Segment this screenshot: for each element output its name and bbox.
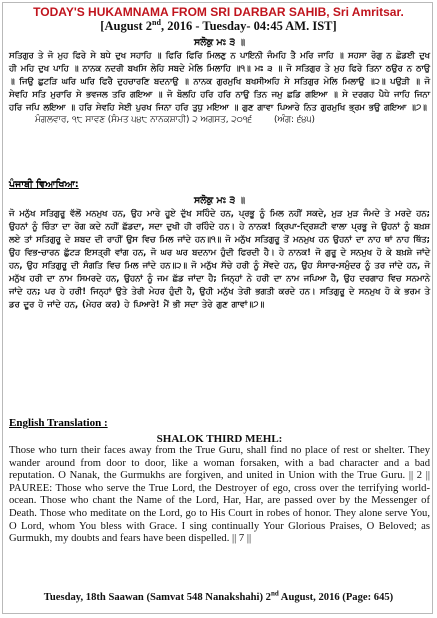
gurbani-heading: ਸਲੋਕੁ ਮਃ ੩ ॥ bbox=[193, 37, 246, 48]
english-section bbox=[9, 433, 430, 546]
punjabi-heading: ਸਲੋਕੁ ਮਃ ੩ ॥ bbox=[193, 195, 246, 206]
gurbani-section bbox=[9, 36, 430, 127]
punjabi-text: ਜੋ ਮਨੁੱਖ ਸਤਿਗੁਰੂ ਵੱਲੋਂ ਮਨਮੁਖ ਹਨ, ਉਹ ਮਾਰੇ ਹੂਏ ਦੁੱਖ ਸਹਿੰਦੇ ਹਨ, ਪ੍ਰਭੂ ਨੂੰ ਮਿਲ ਨਹੀਂ ਸਕਦੇ, ਮੁੜ ਮੁੜ ਜੰਮਦੇ ਤੇ ਮਰਦੇ ਹਨ; ਉਹਨਾਂ ਨੂੰ ਚਿੰਤਾ ਦਾ ਰੋਗ ਕਦੇ ਨਹੀਂ ਛੱਡਦਾ, ਸਦਾ ਦੁਖੀ ਹੀ ਰਹਿੰਦੇ ਹਨ। ਹੇ ਨਾਨਕ! ਕ੍ਰਿਪਾ-ਦ੍ਰਿਸ਼ਟੀ ਵਾਲਾ ਪ੍ਰਭੂ ਜੇ ਉਹਨਾਂ ਨੂੰ ਬਖ਼ਸ਼ ਲਏ ਤਾਂ ਸਤਿਗੁਰੂ ਦੇ ਸ਼ਬਦ ਦੀ ਰਾਹੀਂ ਉਸ ਵਿਚ ਮਿਲ ਜਾਂਦੇ ਹਨ॥੧॥ ਜੋ ਮਨੁੱਖ ਸਤਿਗੁਰੂ ਤੋਂ ਮਨਮੁਖ ਹਨ ਉਹਨਾਂ ਦਾ ਨਾਹ ਥਾਂ ਨਾਹ ਥਿੱਤ; ਉਹ ਵਿਭ-ਚਾਰਨ ਛੁੱਟੜ ਇਸਤ੍ਰੀ ਵਾਂਗ ਹਨ, ਜੋ ਘਰ ਘਰ ਬਦਨਾਮ ਹੁੰਦੀ ਫਿਰਦੀ ਹੈ। ਹੇ ਨਾਨਕ! ਜੋ ਗੁਰੂ ਦੇ ਸਨਮੁਖ ਹੋ ਕੇ ਬਖ਼ਸ਼ੇ ਜਾਂਦੇ ਹਨ, ਉਹ ਸਤਿਗੁਰੂ ਦੀ ਸੰਗਤਿ ਵਿਚ ਮਿਲ ਜਾਂਦੇ ਹਨ॥੨॥ ਜੋ ਮਨੁੱਖ ਸੱਚੇ ਹਰੀ ਨੂੰ ਸੇਂਵਦੇ ਹਨ, ਉਹ ਸੰਸਾਰ-ਸਮੁੰਦਰ ਨੂੰ ਤਰ ਜਾਂਦੇ ਹਨ, ਜੋ ਮਨੁੱਖ ਹਰੀ ਦਾ ਨਾਮ ਸਿਮਰਦੇ ਹਨ, ਉਹਨਾਂ ਨੂੰ ਜਮ ਛੱਡ ਜਾਂਦਾ ਹੈ; ਜਿਨ੍ਹਾਂ ਨੇ ਹਰੀ ਦਾ ਨਾਮ ਜਪਿਆ ਹੈ, ਉਹ ਦਰਗਾਹ ਵਿਚ ਸਨਮਾਨੇ ਜਾਂਦੇ ਹਨ; ਪਰ ਹੇ ਹਰੀ! ਜਿਨ੍ਹਾਂ ਉਤੇ ਤੇਰੀ ਮੇਹਰ ਹੁੰਦੀ ਹੈ, ਉਹੀ ਮਨੁੱਖ ਤੇਰੀ ਭਗਤੀ ਕਰਦੇ ਹਨ। ਸਤਿਗੁਰੂ ਦੇ ਸਨਮੁਖ ਹੋ ਕੇ ਭਰਮ ਤੇ ਡਰ ਦੂਰ ਹੋ ਜਾਂਦੇ ਹਨ, (ਮੇਹਰ ਕਰ) ਹੇ ਪਿਆਰੇ! ਮੈਂ ਭੀ ਸਦਾ ਤੇਰੇ ਗੁਣ ਗਾਵਾਂ॥੭॥ bbox=[9, 208, 430, 309]
english-date-line bbox=[3, 589, 434, 603]
english-date-sup: nd bbox=[270, 589, 279, 598]
date-line-suffix: , 2016 - Tuesday- 04:45 AM. IST] bbox=[160, 19, 337, 33]
gurbani-date: ਮੰਗਲਵਾਰ, ੧੮ ਸਾਵਣ (ਸੰਮਤ ੫੪੮ ਨਾਨਕਸ਼ਾਹੀ) ੨ ਅਗਸਤ, ੨੦੧੬ bbox=[35, 115, 252, 125]
gurbani-page-ref: (ਅੰਗ: ੬੪੫) bbox=[273, 115, 315, 125]
english-text: Those who turn their faces away from the True Guru, shall find no place of rest or shelter. They wander around from door to door, like a woman forsaken, with a bad character and a bad reputation. O Nanak, the Gurmukhs are forgiven, and united in Union with the True Guru. || 2 || PAUREE: Those who serve the True Lord, the Destroyer of ego, cross over the terrifying world-ocean. Those who chant the Name of the Lord, Har, Har, are passed over by the Messenger of Death. Those who meditate on the Lord, go to His Court in robes of honor. They alone serve You, O Lord, whom You bless with Grace. I sing continually Your Glorious Praises, O Beloved; as Gurmukh, my doubts and fears have been dispelled. || 7 || bbox=[9, 445, 430, 545]
page-title: TODAY'S HUKAMNAMA FROM SRI DARBAR SAHIB, Sri Amritsar. bbox=[33, 5, 404, 19]
date-line-prefix: [August 2 bbox=[100, 19, 153, 33]
english-label: English Translation : bbox=[9, 417, 108, 429]
english-date-prefix: Tuesday, 18th Saawan (Samvat 548 Nanakshahi) 2 bbox=[43, 592, 271, 603]
hukamnama-page bbox=[2, 2, 433, 614]
english-date-suffix: August, 2016 (Page: 645) bbox=[278, 592, 394, 603]
english-heading: SHALOK THIRD MEHL: bbox=[156, 433, 283, 445]
gurbani-date-line bbox=[9, 114, 430, 127]
date-line bbox=[3, 19, 434, 34]
gurbani-text: ਸਤਿਗੁਰ ਤੇ ਜੋ ਮੁਹ ਫਿਰੇ ਸੇ ਬਧੇ ਦੁਖ ਸਹਾਹਿ ॥ ਫਿਰਿ ਫਿਰਿ ਮਿਲਣੁ ਨ ਪਾਇਨੀ ਜੰਮਹਿ ਤੈ ਮਰਿ ਜਾਹਿ ॥ ਸਹਸਾ ਰੋਗੁ ਨ ਛੋਡਈ ਦੁਖ ਹੀ ਮਹਿ ਦੁਖ ਪਾਹਿ ॥ ਨਾਨਕ ਨਦਰੀ ਬਖਸਿ ਲੇਹਿ ਸਬਦੇ ਮੇਲਿ ਮਿਲਾਹਿ ॥੧॥ ਮਃ ੩ ॥ ਜੋ ਸਤਿਗੁਰ ਤੇ ਮੁਹ ਫਿਰੇ ਤਿਨਾ ਠਉਰ ਨ ਠਾਉ ॥ ਜਿਉ ਛੁਟੜਿ ਘਰਿ ਘਰਿ ਫਿਰੈ ਦੁਹਚਾਰਣਿ ਬਦਨਾਉ ॥ ਨਾਨਕ ਗੁਰਮੁਖਿ ਬਖਸੀਅਹਿ ਸੇ ਸਤਿਗੁਰ ਮੇਲਿ ਮਿਲਾਉ ॥੨॥ ਪਉੜੀ ॥ ਜੋ ਸੇਵਹਿ ਸਤਿ ਮੁਰਾਰਿ ਸੇ ਭਵਜਲ ਤਰਿ ਗਇਆ ॥ ਜੋ ਬੋਲਹਿ ਹਰਿ ਹਰਿ ਨਾਉ ਤਿਨ ਜਮੁ ਛਡਿ ਗਇਆ ॥ ਸੇ ਦਰਗਹ ਪੈਧੇ ਜਾਹਿ ਜਿਨਾ ਹਰਿ ਜਪਿ ਲਇਆ ॥ ਹਰਿ ਸੇਵਹਿ ਸੇਈ ਪੁਰਖ ਜਿਨਾ ਹਰਿ ਤੁਧੁ ਮਇਆ ॥ ਗੁਣ ਗਾਵਾ ਪਿਆਰੇ ਨਿਤ ਗੁਰਮੁਖਿ ਭ੍ਰਮ ਭਉ ਗਇਆ ॥੭॥ bbox=[9, 50, 430, 112]
punjabi-section bbox=[9, 194, 430, 311]
punjabi-label: ਪੰਜਾਬੀ ਵਿਆਖਿਆ: bbox=[9, 179, 79, 190]
date-line-sup: nd bbox=[152, 17, 161, 27]
